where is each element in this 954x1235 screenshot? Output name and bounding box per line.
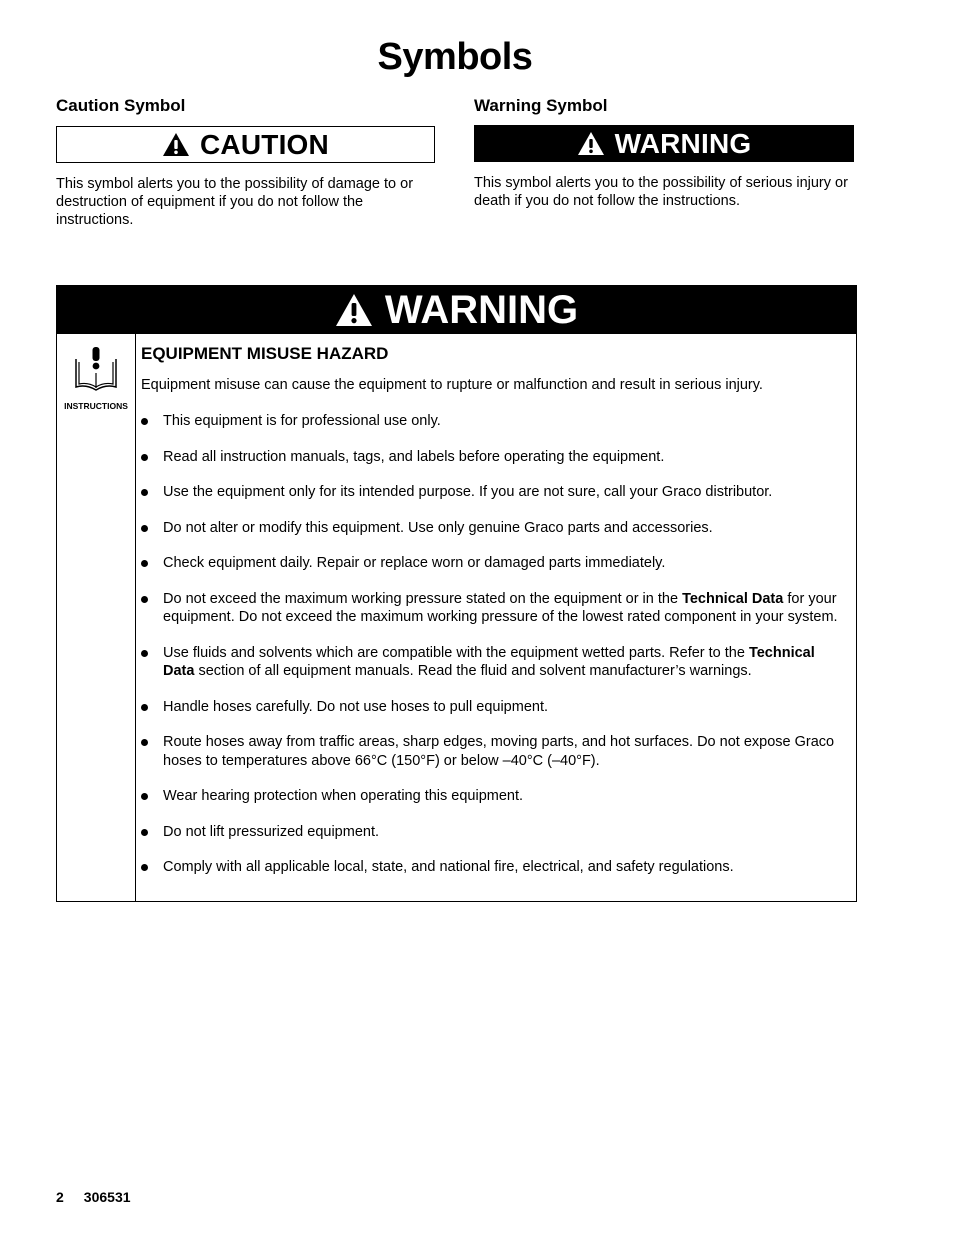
instructions-caption: INSTRUCTIONS <box>64 401 128 411</box>
hazard-icon-column <box>57 334 136 901</box>
hazard-item-bold-text: Technical Data <box>163 644 815 679</box>
hazard-list-item <box>141 412 846 431</box>
warning-triangle-icon <box>577 131 605 156</box>
hazard-item-text: Use fluids and solvents which are compatible with the equipment wetted parts. Refer to the <box>163 644 749 661</box>
hazard-item-text: Do not exceed the maximum working pressure stated on the equipment or in the <box>163 590 683 607</box>
caution-triangle-icon <box>162 132 190 157</box>
warning-heading: Warning Symbol <box>474 96 608 115</box>
hazard-list-item <box>141 644 846 681</box>
bullet-icon <box>141 596 148 603</box>
caution-section <box>56 96 435 229</box>
hazard-item-text: Comply with all applicable local, state, and national fire, electrical, and safety regulations. <box>163 859 734 875</box>
warning-triangle-icon <box>335 293 373 327</box>
document-number: 306531 <box>83 1189 131 1205</box>
bullet-icon <box>141 489 148 496</box>
page-footer <box>56 1189 131 1205</box>
hazard-list-item <box>141 858 846 877</box>
hazard-list-item <box>141 733 846 770</box>
bullet-icon <box>141 650 148 657</box>
hazard-item-text: This equipment is for professional use only. <box>163 413 441 429</box>
warning-box <box>56 285 857 902</box>
bullet-icon <box>141 793 148 800</box>
caution-banner-label: CAUTION <box>200 128 329 160</box>
bullet-icon <box>141 864 148 871</box>
hazard-title: EQUIPMENT MISUSE HAZARD <box>141 344 389 363</box>
hazard-item-text: Use the equipment only for its intended purpose. If you are not sure, call your Graco distributor. <box>163 484 773 500</box>
warning-banner-label: WARNING <box>614 127 752 159</box>
instruction-manual-icon <box>73 346 119 392</box>
hazard-list-item <box>141 823 846 842</box>
hazard-item-text: Route hoses away from traffic areas, sharp edges, moving parts, and hot surfaces. Do not expose Graco hoses to temperatures above 66°C (150°F) or below –40°C (–40°F). <box>163 734 835 769</box>
hazard-item-text: Wear hearing protection when operating this equipment. <box>163 788 524 804</box>
warning-box-header <box>57 286 856 334</box>
hazard-list-item <box>141 483 846 502</box>
hazard-list-item <box>141 554 846 573</box>
hazard-item-text: Do not alter or modify this equipment. Use only genuine Graco parts and accessories. <box>163 519 713 536</box>
hazard-list-item <box>141 448 846 467</box>
page-number: 2 <box>56 1189 64 1205</box>
hazard-item-bold-text: Technical Data <box>682 590 784 607</box>
hazard-item-text-continued: section of all equipment manuals. Read the fluid and solvent manufacturer’s warnings. <box>194 663 752 679</box>
bullet-icon <box>141 525 148 532</box>
hazard-list-item <box>141 590 846 627</box>
hazard-list-item <box>141 787 846 806</box>
bullet-icon <box>141 418 148 425</box>
hazard-item-text-continued: for your equipment. Do not exceed the maximum working pressure of the lowest rated component in your system. <box>163 590 838 625</box>
hazard-list-item <box>141 698 846 717</box>
warning-box-header-label: WARNING <box>384 287 579 332</box>
hazard-item-text: Read all instruction manuals, tags, and labels before operating the equipment. <box>163 448 665 465</box>
caution-banner <box>56 126 435 163</box>
page-title: Symbols <box>377 36 533 78</box>
hazard-list-item <box>141 519 846 538</box>
warning-section <box>474 96 854 210</box>
bullet-icon <box>141 454 148 461</box>
hazard-intro: Equipment misuse can cause the equipment to rupture or malfunction and result in serious injury. <box>141 377 763 393</box>
hazard-content <box>141 334 846 894</box>
hazard-item-text: Handle hoses carefully. Do not use hoses to pull equipment. <box>163 698 549 715</box>
hazard-item-text: Do not lift pressurized equipment. <box>163 823 379 840</box>
warning-banner <box>474 125 854 162</box>
caution-description: This symbol alerts you to the possibility of damage to or destruction of equipment if you do not follow the instructions. <box>56 176 414 228</box>
caution-heading: Caution Symbol <box>56 96 186 115</box>
warning-description: This symbol alerts you to the possibility of serious injury or death if you do not follow the instructions. <box>474 175 848 209</box>
bullet-icon <box>141 704 148 711</box>
bullet-icon <box>141 739 148 746</box>
bullet-icon <box>141 829 148 836</box>
bullet-icon <box>141 560 148 567</box>
hazard-item-text: Check equipment daily. Repair or replace worn or damaged parts immediately. <box>163 555 666 571</box>
hazard-list <box>141 412 846 877</box>
